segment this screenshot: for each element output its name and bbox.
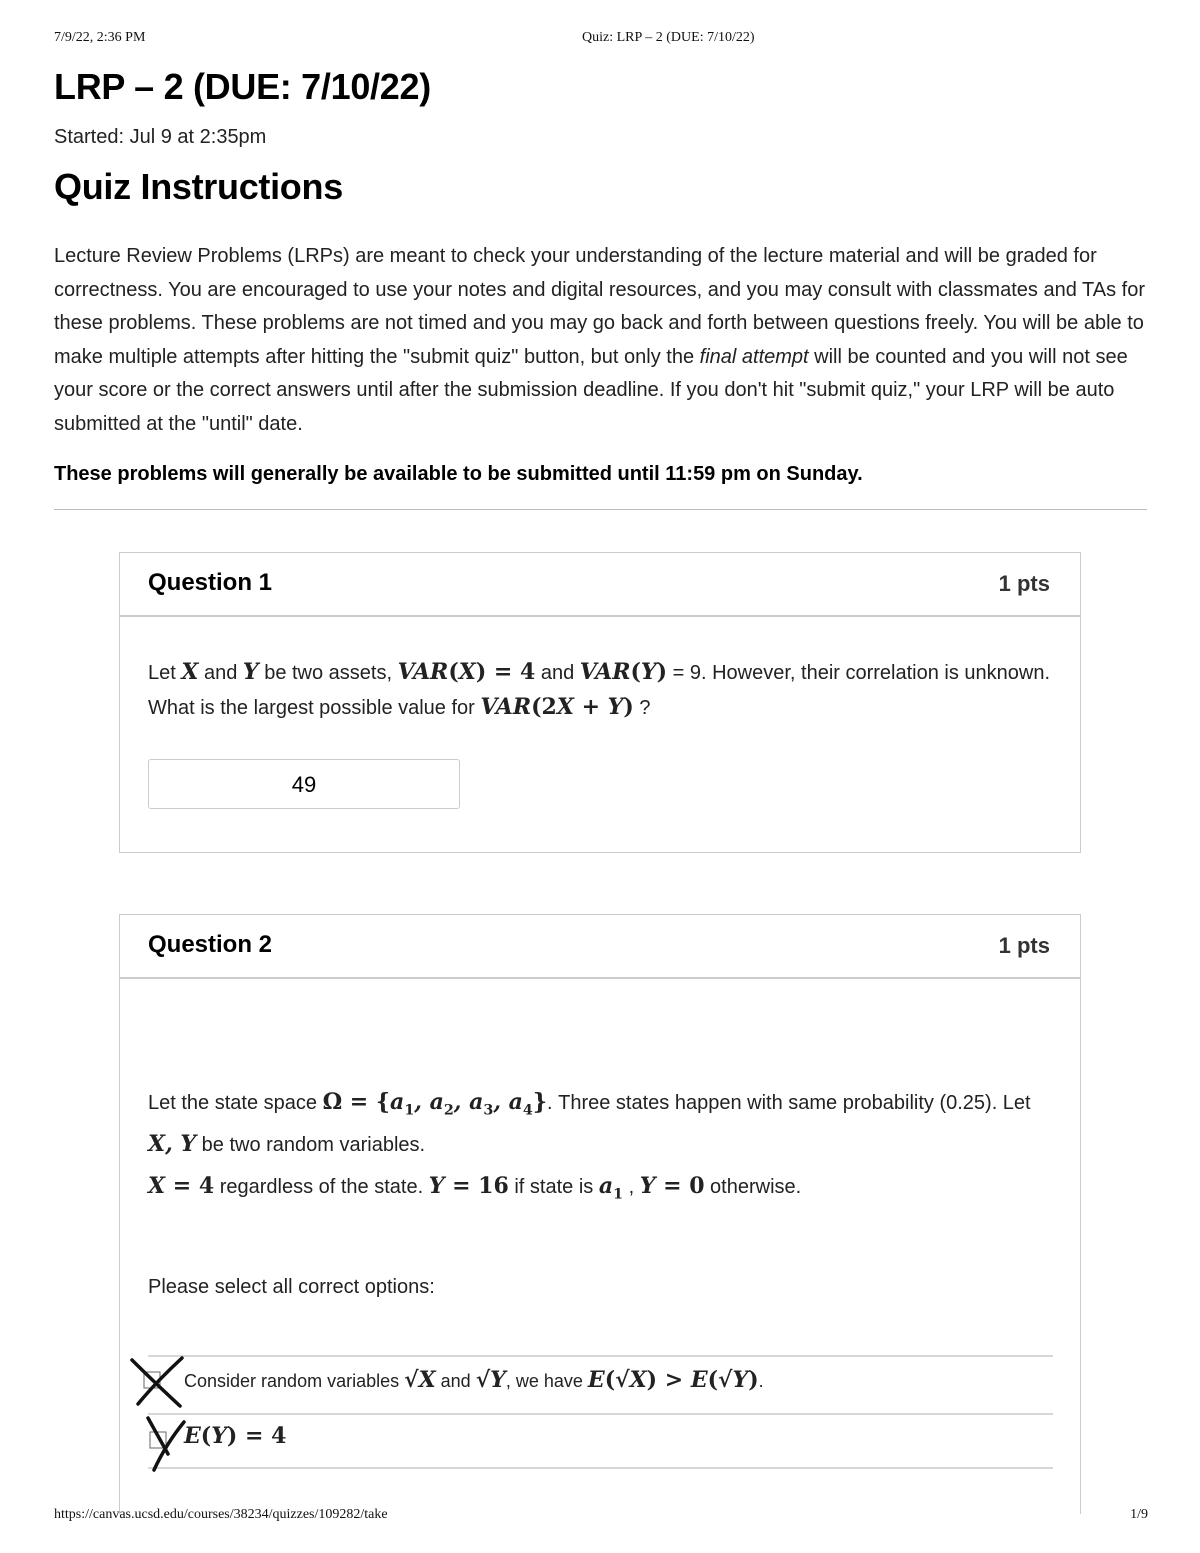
availability-notice: These problems will generally be available to be submitted until 11:59 pm on Sunday. (54, 463, 863, 485)
question-2-card (119, 914, 1081, 1514)
print-page-title: Quiz: LRP – 2 (DUE: 7/10/22) (582, 30, 755, 45)
instructions-heading: Quiz Instructions (54, 166, 343, 207)
question-1-header (120, 553, 1080, 617)
question-1-card (119, 552, 1081, 853)
question-2-definitions: X = 4 regardless of the state. Y = 16 if state is $a_1$ , Y = 0 otherwise. (148, 1173, 802, 1203)
option-divider (148, 1413, 1053, 1415)
question-2-points: 1 pts (998, 933, 1050, 958)
quiz-title: LRP – 2 (DUE: 7/10/22) (54, 66, 431, 107)
option-1-label[interactable]: Consider random variables √X and √Y, we have E(√X) > E(√Y). (184, 1367, 764, 1393)
section-divider (54, 509, 1147, 510)
final-attempt-emphasis: final attempt (699, 345, 809, 368)
option-divider (148, 1467, 1053, 1469)
print-datetime: 7/9/22, 2:36 PM (54, 30, 146, 45)
started-time: Started: Jul 9 at 2:35pm (54, 126, 267, 148)
instructions-text: Lecture Review Problems (LRPs) are meant to check your understanding of the lecture material and will be graded for correctness. You are encouraged to use your notes and digital resources, and you may consult with classmates and TAs for these problems. These problems are not timed and you may go back and forth between questions freely. You will be able to make multiple attempts after hitting the "submit quiz" button, but only the final attempt will be counted and you will not see your score or the correct answers until after the submission deadline. If you don't hit "submit quiz," your LRP will be auto submitted at the "until" date. (54, 245, 1145, 435)
question-1-title: Question 1 (148, 569, 273, 596)
option-divider (148, 1355, 1053, 1357)
x-mark-stroke (154, 1422, 184, 1470)
question-1-answer-input[interactable]: 49 (148, 759, 460, 809)
question-2-header (120, 915, 1080, 979)
question-2-prompt: Please select all correct options: (148, 1276, 435, 1298)
question-2-title: Question 2 (148, 931, 273, 958)
print-page-number: 1/9 (1130, 1507, 1148, 1522)
question-1-points: 1 pts (998, 571, 1050, 596)
print-url: https://canvas.ucsd.edu/courses/38234/quizzes/109282/take (54, 1507, 388, 1522)
option-2-label[interactable]: E(Y) = 4 (184, 1423, 287, 1449)
x-mark-stroke (138, 1358, 182, 1404)
option-1-checkbox[interactable] (126, 1354, 188, 1410)
question-1-text: Let X and Y be two assets, VAR(X) = 4 and VAR(Y) = 9. However, their correlation is unknown. What is the largest possible value for VAR(2X + Y) ? (148, 659, 1051, 720)
option-2-checkbox[interactable] (140, 1414, 190, 1474)
question-2-text: Let the state space $\Omega = \{a_1$, $a_2$, $a_3$, $a_4$}. Three states happen with same probability (0.25). Let X, Y be two random variables. (148, 1089, 1031, 1158)
